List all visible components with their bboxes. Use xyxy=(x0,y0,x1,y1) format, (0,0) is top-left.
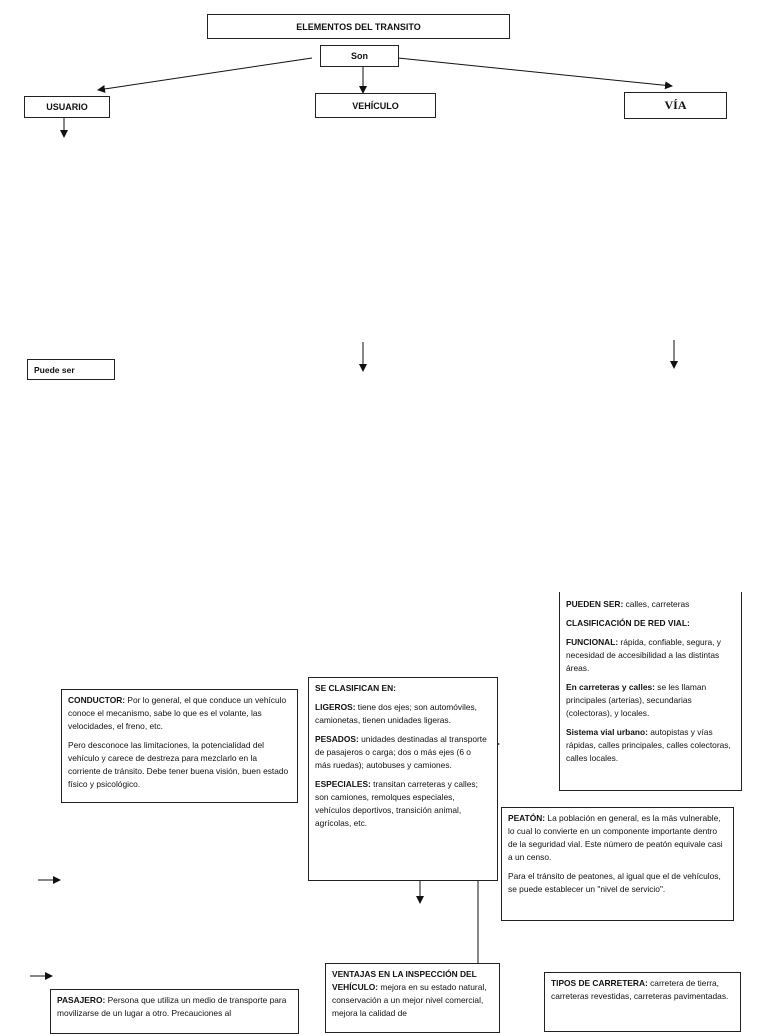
son-box xyxy=(320,45,399,67)
arrow-son-to-via xyxy=(398,58,672,86)
conductor-paragraph-1: CONDUCTOR: Por lo general, el que conduce un vehículo conoce el mecanismo, sabe lo que es el volante, las velocidades, el freno, etc. xyxy=(68,695,287,731)
via-details-box xyxy=(559,592,742,791)
funcional-paragraph: FUNCIONAL: rápida, confiable, segura, y necesidad de accesibilidad a las distintas áreas. xyxy=(566,637,721,673)
peaton-box xyxy=(501,807,734,921)
son-label: Son xyxy=(351,51,368,61)
clasificacion-heading: CLASIFICACIÓN DE RED VIAL: xyxy=(566,618,690,628)
sistema-vial-paragraph: Sistema vial urbano: autopistas y vías rápidas, calles principales, calles colectoras, calles locales. xyxy=(566,727,731,763)
usuario-label: USUARIO xyxy=(46,102,88,112)
pasajero-paragraph: PASAJERO: Persona que utiliza un medio de transporte para movilizarse de un lugar a otro. Precauciones al xyxy=(57,995,287,1018)
conductor-box xyxy=(61,689,298,803)
pueden-ser-paragraph: PUEDEN SER: calles, carreteras xyxy=(566,599,690,609)
arrow-son-to-usuario xyxy=(98,58,312,90)
usuario-box xyxy=(24,96,110,118)
puede-ser-label: Puede ser xyxy=(34,364,75,375)
page-title: ELEMENTOS DEL TRANSITO xyxy=(296,21,421,32)
tipos-carretera-paragraph: TIPOS DE CARRETERA: carretera de tierra, carreteras revestidas, carreteras pavimentadas. xyxy=(551,978,729,1001)
vehiculo-box xyxy=(315,93,436,118)
carreteras-paragraph: En carreteras y calles: se les llaman principales (arterias), secundarias (colectoras), y locales. xyxy=(566,682,707,718)
ligeros-paragraph: LIGEROS: tiene dos ejes; son automóviles, camionetas, tienen unidades ligeras. xyxy=(315,702,477,725)
conductor-paragraph-2: Pero desconoce las limitaciones, la potencialidad del vehículo y carece de destreza para mezclarlo en la corriente de tránsito. Debe tener buena visión, buen estado físico y psicológico. xyxy=(68,740,289,789)
vehiculo-label: VEHÍCULO xyxy=(352,100,399,111)
peaton-paragraph-2: Para el tránsito de peatones, al igual que el de vehículos, se puede establecer un "nivel de servicio". xyxy=(508,871,721,894)
tipos-carretera-box xyxy=(544,972,741,1032)
via-label: VÍA xyxy=(664,98,687,112)
clasifican-heading: SE CLASIFICAN EN: xyxy=(315,683,396,693)
ventajas-box xyxy=(325,963,500,1033)
puede-ser-box xyxy=(27,359,115,380)
pasajero-box xyxy=(50,989,299,1034)
ventajas-paragraph: VENTAJAS EN LA INSPECCIÓN DEL VEHÍCULO: mejora en su estado natural, conservación a un mejor nivel comercial, mejora la calidad de xyxy=(332,969,487,1018)
especiales-paragraph: ESPECIALES: transitan carreteras y calles; son camiones, remolques especiales, vehículos deportivos, transición animal, agrícolas, etc. xyxy=(315,779,478,828)
title-box xyxy=(207,14,510,39)
via-box xyxy=(624,92,727,119)
pesados-paragraph: PESADOS: unidades destinadas al transporte de pasajeros o carga; dos o más ejes (6 o más ruedas); autobuses y camiones. xyxy=(315,734,487,770)
clasifican-box xyxy=(308,677,498,881)
peaton-paragraph-1: PEATÓN: La población en general, es la más vulnerable, lo cual lo convierte en un componente importante dentro de la seguridad vial. Este número de peatón equivale casi a un censo. xyxy=(508,813,723,862)
